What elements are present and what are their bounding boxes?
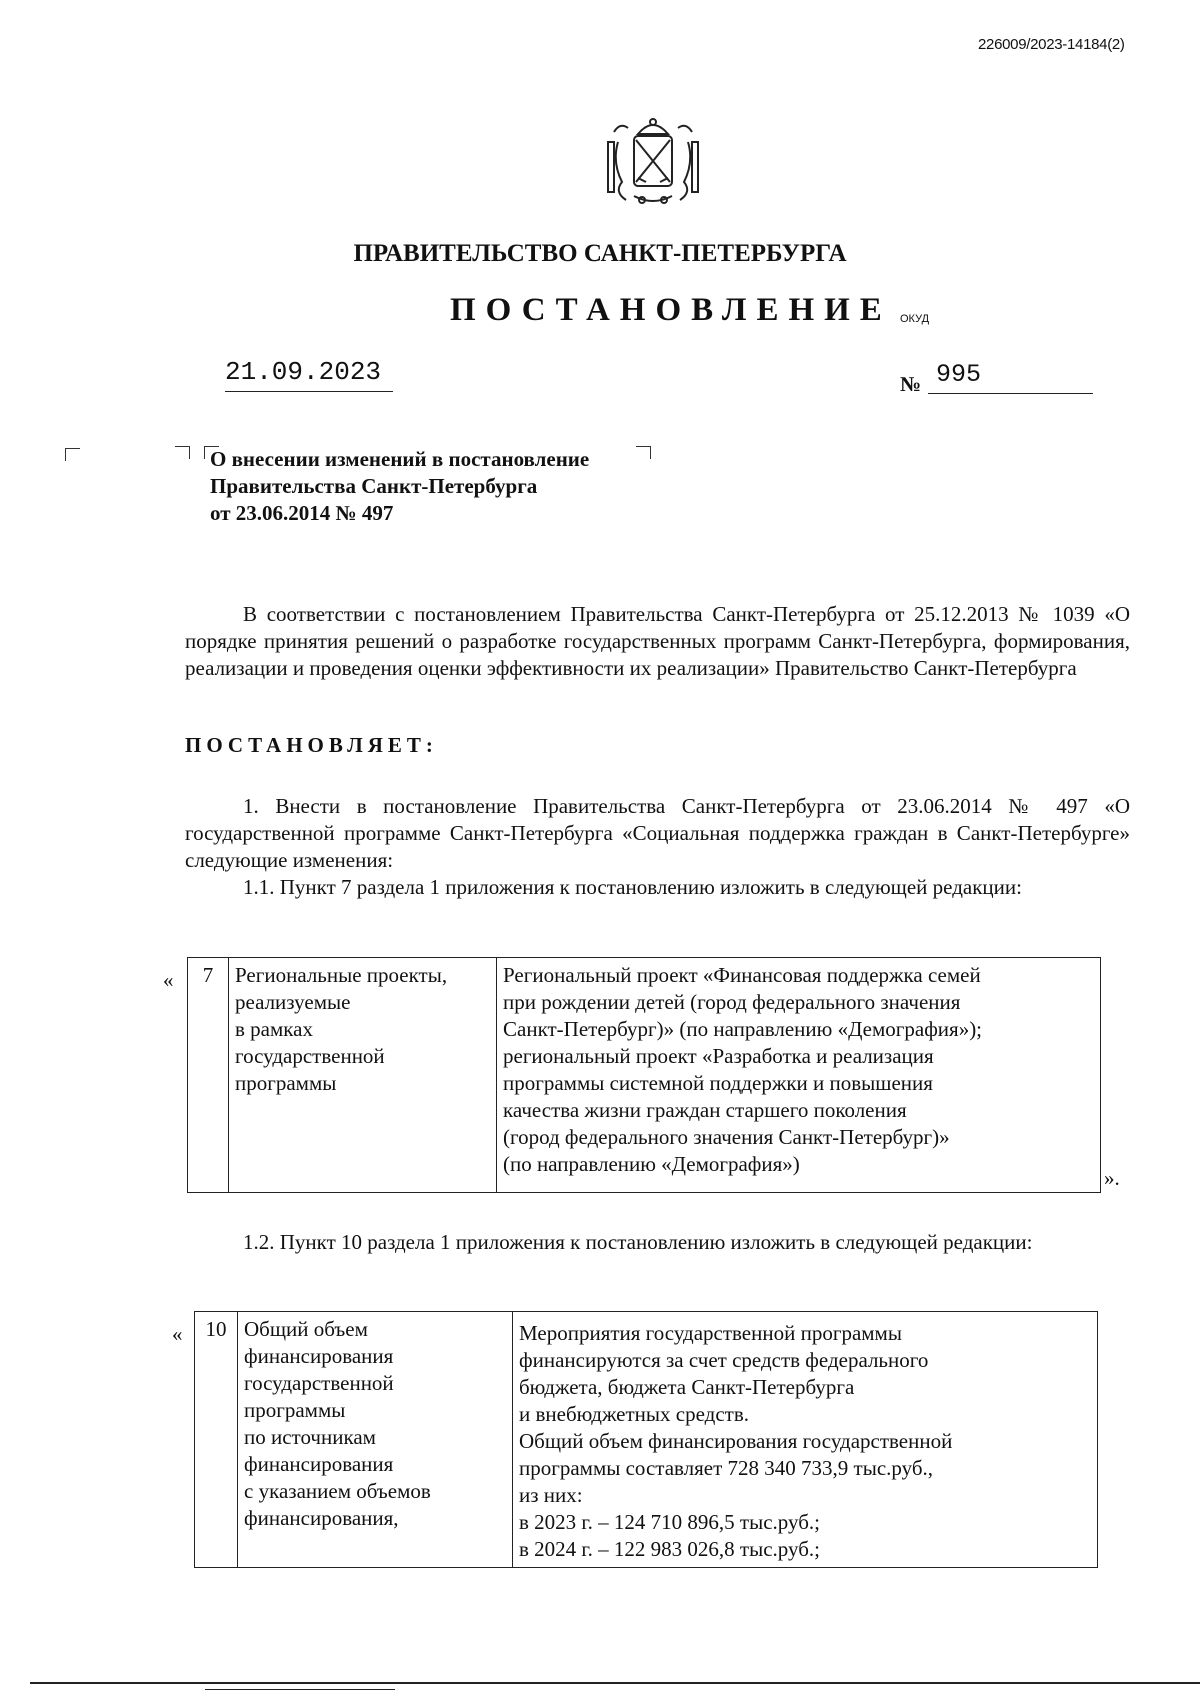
content-line: Региональный проект «Финансовая поддержка семей <box>503 963 981 987</box>
label-line: финансирования <box>244 1344 394 1368</box>
page-bottom-rule <box>30 1682 1200 1684</box>
content-line: бюджета, бюджета Санкт-Петербурга <box>519 1375 855 1399</box>
corner-mark <box>175 446 190 459</box>
document-id: 226009/2023-14184(2) <box>978 36 1125 53</box>
coat-of-arms-icon <box>598 112 708 212</box>
label-line: финансирования, <box>244 1506 399 1530</box>
item-1 <box>185 793 1130 901</box>
label-line: в рамках <box>235 1017 313 1041</box>
decree-number: 995 <box>936 360 982 389</box>
label-line: реализуемые <box>235 990 351 1014</box>
content-line: финансируются за счет средств федерального <box>519 1348 929 1372</box>
decree-title <box>210 446 589 527</box>
table-row <box>188 958 1101 1193</box>
point-label <box>238 1312 513 1568</box>
preamble <box>185 601 1130 682</box>
label-line: программы <box>244 1398 346 1422</box>
okud-label: ОКУД <box>900 313 930 325</box>
title-line: О внесении изменений в постановление <box>210 447 590 471</box>
content-line: Санкт-Петербург)» (по направлению «Демография»); <box>503 1017 983 1041</box>
content-line: при рождении детей (город федерального значения <box>503 990 961 1014</box>
content-line: и внебюджетных средств. <box>519 1402 749 1426</box>
content-line: региональный проект «Разработка и реализация <box>503 1044 934 1068</box>
number-label: № <box>900 372 922 396</box>
corner-mark <box>636 446 651 459</box>
content-line: (по направлению «Демография») <box>503 1152 800 1176</box>
item-1-1-text: 1.1. Пункт 7 раздела 1 приложения к постановлению изложить в следующей редакции: <box>243 875 1022 899</box>
label-line: Региональные проекты, <box>235 963 448 987</box>
corner-mark <box>65 448 80 461</box>
title-line: от 23.06.2014 № 497 <box>210 501 394 525</box>
label-line: финансирования <box>244 1452 394 1476</box>
content-line: качества жизни граждан старшего поколения <box>503 1098 907 1122</box>
date-underline <box>225 391 393 392</box>
table-row <box>195 1312 1098 1568</box>
close-quote: ». <box>1104 1166 1120 1190</box>
label-line: с указанием объемов <box>244 1479 431 1503</box>
point-number: 7 <box>188 958 229 1193</box>
content-line: из них: <box>519 1483 583 1507</box>
item-1-text: 1. Внести в постановление Правительства Санкт-Петербурга от 23.06.2014 № 497 «О государственной программе Санкт-Петербурга «Социальная поддержка граждан в Санкт-Петербурге» следующие изменения: <box>185 794 1130 872</box>
preamble-text: В соответствии с постановлением Правительства Санкт-Петербурга от 25.12.2013 № 1039 «О порядке принятия решений о разработке государственных программ Санкт-Петербурга, формирования, реализации и проведения оценки эффективности их реализации» Правительство Санкт-Петербурга <box>185 602 1130 680</box>
item-1-2 <box>185 1229 1130 1256</box>
page-bottom-rule <box>205 1689 395 1690</box>
table-point-7 <box>187 957 1101 1193</box>
content-line: в 2024 г. – 122 983 026,8 тыс.руб.; <box>519 1537 820 1561</box>
document-type: ПОСТАНОВЛЕНИЕ <box>450 292 892 328</box>
content-line: в 2023 г. – 124 710 896,5 тыс.руб.; <box>519 1510 820 1534</box>
number-underline <box>928 393 1093 394</box>
label-line: по источникам <box>244 1425 376 1449</box>
content-line: программы системной поддержки и повышения <box>503 1071 933 1095</box>
decree-date: 21.09.2023 <box>225 357 382 387</box>
item-1-2-text: 1.2. Пункт 10 раздела 1 приложения к постановлению изложить в следующей редакции: <box>243 1230 1033 1254</box>
point-label <box>229 958 497 1193</box>
open-quote: « <box>172 1322 183 1346</box>
table-point-10 <box>194 1311 1098 1568</box>
government-name: ПРАВИТЕЛЬСТВО САНКТ-ПЕТЕРБУРГА <box>353 240 847 267</box>
title-line: Правительства Санкт-Петербурга <box>210 474 538 498</box>
label-line: государственной <box>235 1044 385 1068</box>
point-content <box>497 958 1101 1193</box>
point-number: 10 <box>195 1312 238 1568</box>
open-quote: « <box>163 968 174 992</box>
label-line: государственной <box>244 1371 394 1395</box>
label-line: Общий объем <box>244 1317 368 1341</box>
resolves-heading: ПОСТАНОВЛЯЕТ: <box>185 733 438 757</box>
content-line: программы составляет 728 340 733,9 тыс.руб., <box>519 1456 934 1480</box>
label-line: программы <box>235 1071 337 1095</box>
content-line: Общий объем финансирования государственной <box>519 1429 953 1453</box>
content-line: (город федерального значения Санкт-Петербург)» <box>503 1125 950 1149</box>
content-line: Мероприятия государственной программы <box>519 1321 902 1345</box>
point-content <box>513 1312 1098 1568</box>
